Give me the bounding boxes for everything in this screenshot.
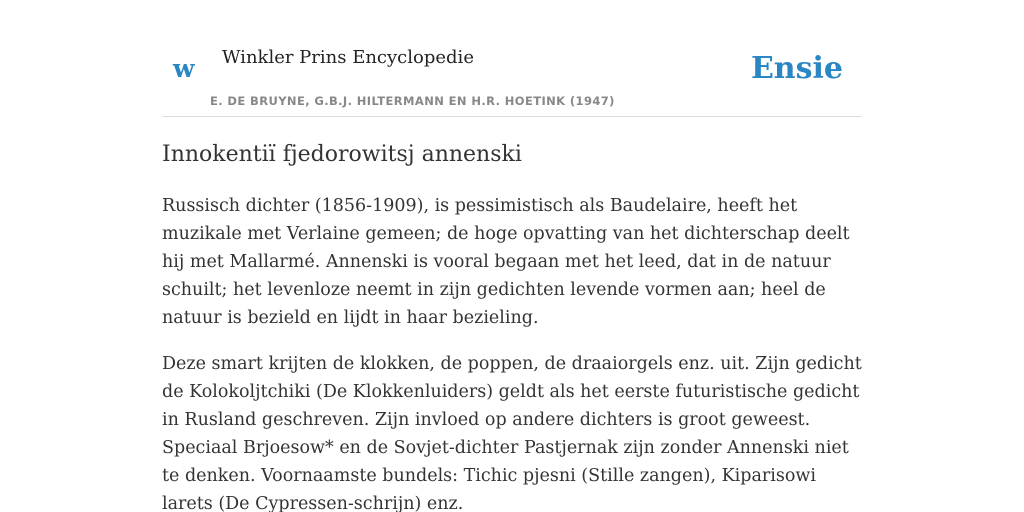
article-paragraph: Russisch dichter (1856-1909), is pessimistisch als Baudelaire, heeft het muzikale met Verlaine gemeen; de hoge opvatting van het dichterschap deelt hij met Mallarmé. Annenski is vooral begaan met het leed, dat in de natuur schuilt; het levenloze neemt in zijn gedichten levende vormen aan; heel de natuur is bezield en lijdt in haar bezieling. bbox=[162, 196, 850, 328]
article-paragraph: Deze smart krijten de klokken, de poppen, de draaiorgels enz. uit. Zijn gedicht de Kolokoljtchiki (De Klokkenluiders) geldt als het eerste futuristische gedicht in Rusland geschreven. Zijn invloed op andere dichters is groot geweest. Speciaal Brjoesow* en de Sovjet-dichter Pastjernak zijn zonder Annenski niet te denken. Voornaamste bundels: Tichic pjesni (Stille zangen), Kiparisowi larets (De Cypressen-schrijn) enz. bbox=[162, 354, 862, 512]
encyclopedia-authors: E. DE BRUYNE, G.B.J. HILTERMANN EN H.R. HOETINK (1947) bbox=[210, 94, 615, 108]
winkler-prins-logo-icon[interactable]: w bbox=[173, 54, 195, 83]
article bbox=[162, 138, 862, 512]
site-header bbox=[162, 0, 862, 117]
encyclopedia-title[interactable]: Winkler Prins Encyclopedie bbox=[222, 47, 474, 68]
article-title: Innokentiï fjedorowitsj annenski bbox=[162, 142, 522, 167]
ensie-brand-logo[interactable]: Ensie bbox=[750, 51, 843, 86]
